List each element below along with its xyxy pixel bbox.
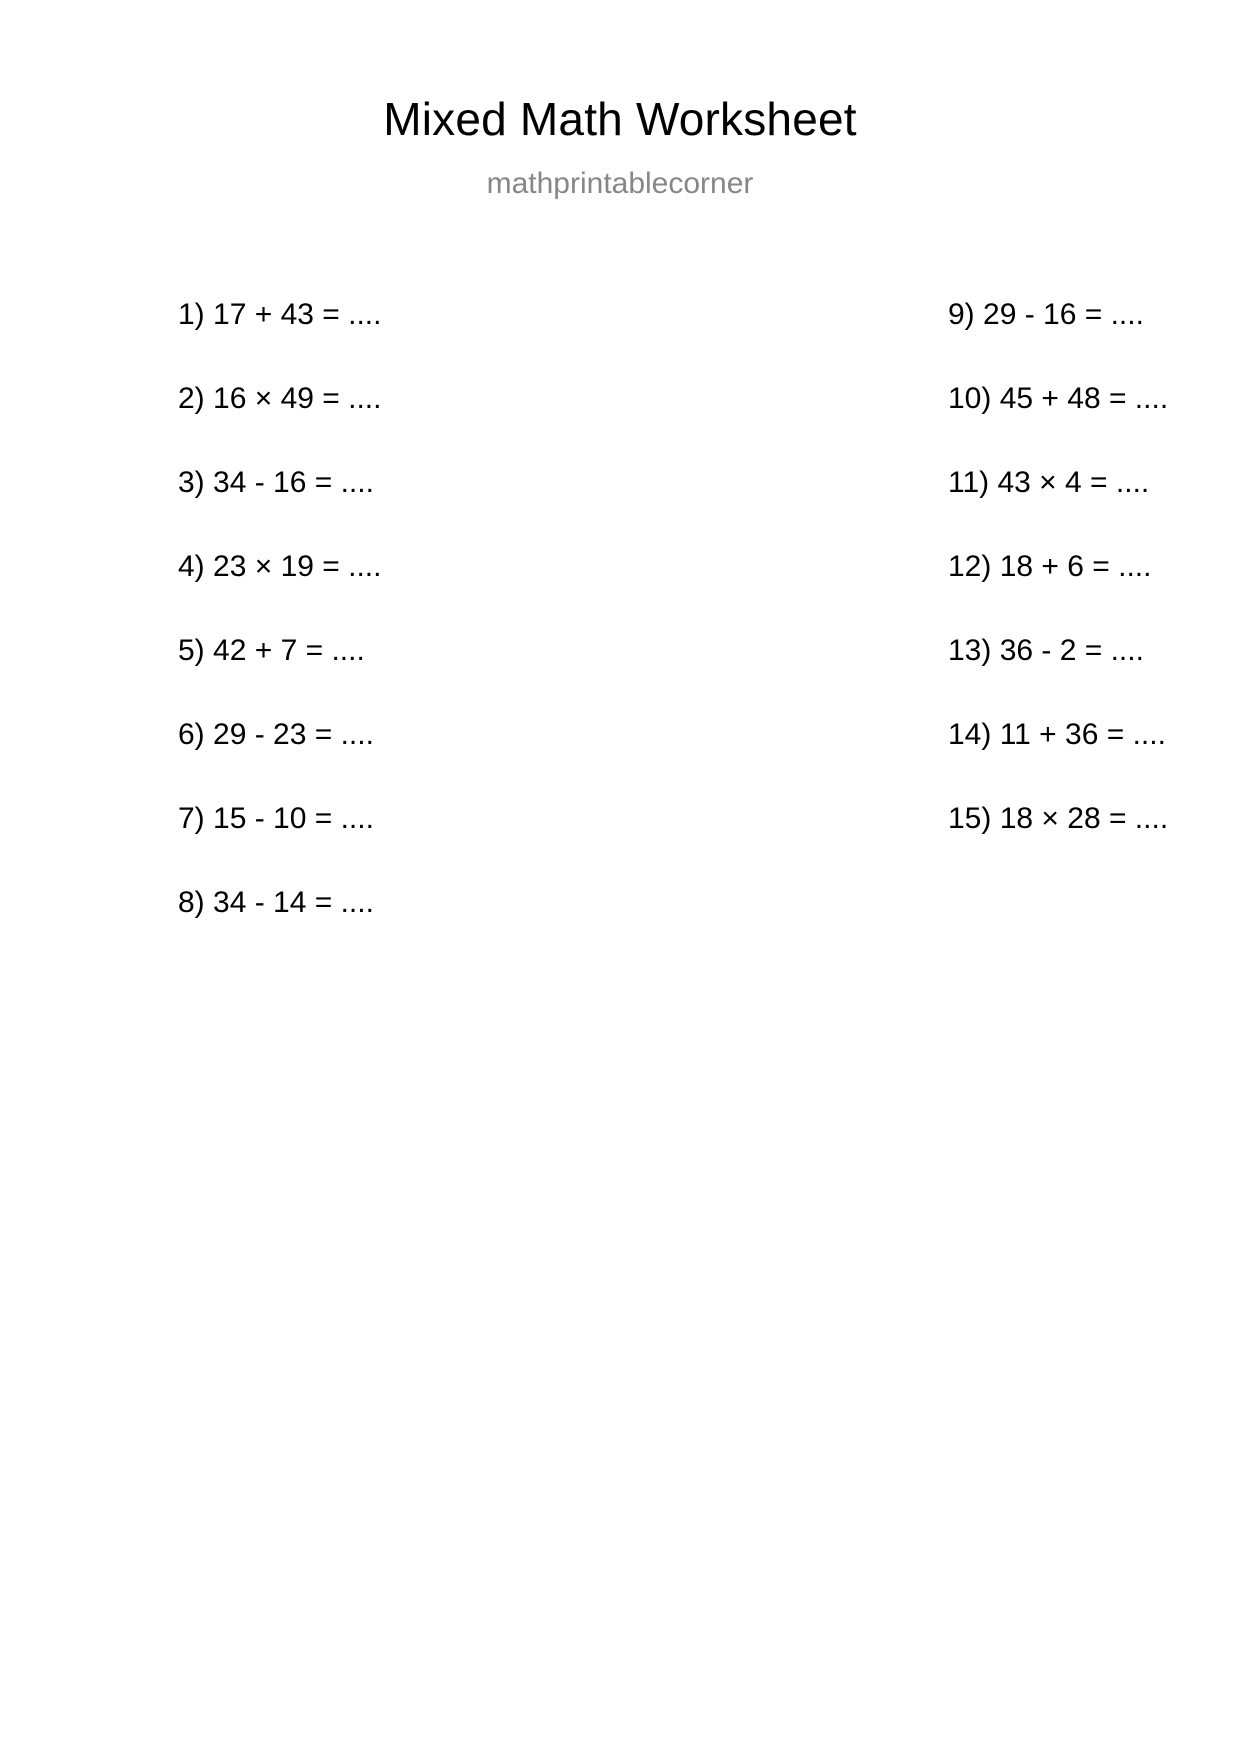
page-title: Mixed Math Worksheet xyxy=(383,93,857,145)
problems-column-right xyxy=(500,300,1240,972)
problem-item: 9) 29 - 16 = .... xyxy=(948,298,1144,331)
problem-item: 10) 45 + 48 = .... xyxy=(948,382,1169,415)
problem-item: 12) 18 + 6 = .... xyxy=(948,550,1152,583)
problem-item: 3) 34 - 16 = .... xyxy=(178,466,374,499)
problem-item: 14) 11 + 36 = .... xyxy=(948,718,1166,751)
problems-column-left xyxy=(0,300,500,972)
problem-item: 11) 43 × 4 = .... xyxy=(948,466,1150,499)
page-subtitle: mathprintablecorner xyxy=(486,167,754,200)
problem-item: 8) 34 - 14 = .... xyxy=(178,886,374,919)
problem-item: 5) 42 + 7 = .... xyxy=(178,634,365,667)
problem-item: 4) 23 × 19 = .... xyxy=(178,550,382,583)
problem-item: 13) 36 - 2 = .... xyxy=(948,634,1144,667)
problem-item: 6) 29 - 23 = .... xyxy=(178,718,374,751)
problem-item: 7) 15 - 10 = .... xyxy=(178,802,374,835)
problems-container xyxy=(0,300,1240,972)
problem-item: 2) 16 × 49 = .... xyxy=(178,382,382,415)
problem-item: 15) 18 × 28 = .... xyxy=(948,802,1169,835)
problem-item: 1) 17 + 43 = .... xyxy=(178,298,382,331)
